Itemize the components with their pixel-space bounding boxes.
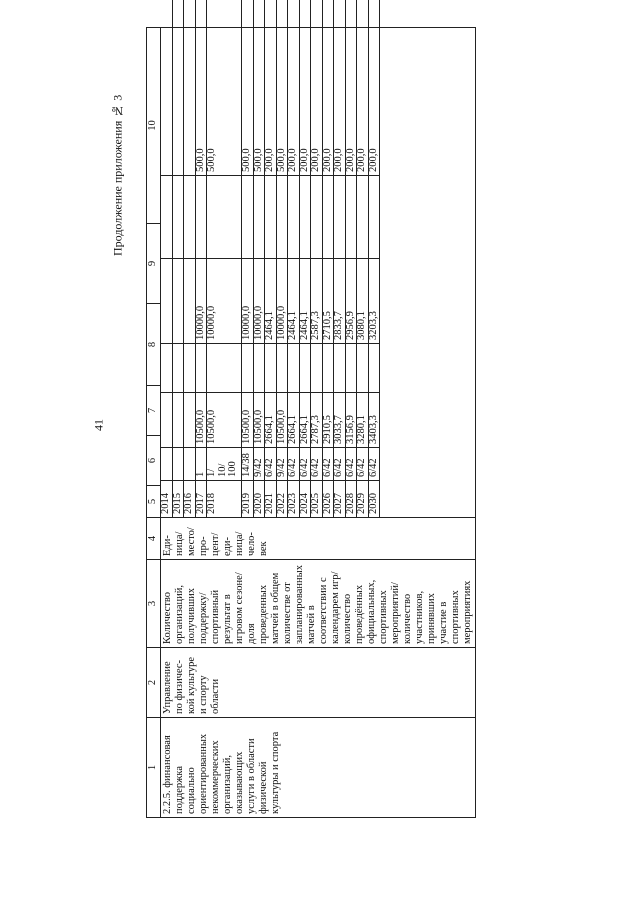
col7-cell <box>288 344 300 393</box>
col6-cell: 10500,0 <box>242 393 254 448</box>
col5-cell <box>172 448 184 481</box>
column-header: 1 <box>147 718 161 818</box>
col9-cell <box>265 176 277 259</box>
executor-cell <box>161 648 476 718</box>
header-row <box>147 28 161 818</box>
col8-cell: 3080,1 <box>357 259 369 344</box>
col9-cell <box>195 176 207 259</box>
year-row <box>311 0 323 517</box>
col10-cell <box>172 0 184 176</box>
col9-cell <box>276 176 288 259</box>
column-header: 4 <box>147 518 161 560</box>
col10-cell: 200,0 <box>345 0 357 176</box>
column-header: 3 <box>147 560 161 648</box>
col5-cell: 6/42 <box>299 448 311 481</box>
col8-cell: 2464,1 <box>299 259 311 344</box>
col7-cell <box>345 344 357 393</box>
year-cell: 2025 <box>311 481 323 518</box>
col5-cell: 9/42 <box>253 448 265 481</box>
col10-cell: 200,0 <box>265 0 277 176</box>
unit-cell <box>161 518 476 560</box>
col8-cell: 2464,1 <box>265 259 277 344</box>
column-header: 2 <box>147 648 161 718</box>
col7-cell <box>195 344 207 393</box>
year-row <box>265 0 277 517</box>
col5-cell: 6/42 <box>345 448 357 481</box>
program-table <box>146 27 476 818</box>
year-row <box>161 0 172 517</box>
rotated-table-sheet <box>146 28 473 818</box>
col9-cell <box>288 176 300 259</box>
col7-cell <box>184 344 196 393</box>
col8-cell: 10000,0 <box>207 259 242 344</box>
col9-cell <box>357 176 369 259</box>
col6-cell: 2664,1 <box>265 393 277 448</box>
col9-cell <box>184 176 196 259</box>
col7-cell <box>161 344 172 393</box>
yearly-values-table <box>161 0 380 517</box>
col6-cell <box>172 393 184 448</box>
unit: Еди-ница/ место/ про-цент/ еди-ница/ чело-век <box>162 527 269 556</box>
task-name: 2.2.5. финансовая поддержка социально ориентированных некоммерческих организаций, оказывающих услуги в области физической культуры и спорта <box>162 731 281 814</box>
column-header: 9 <box>147 224 161 304</box>
col6-cell <box>184 393 196 448</box>
col8-cell: 2710,5 <box>322 259 334 344</box>
col6-cell: 2787,3 <box>311 393 323 448</box>
col10-cell: 500,0 <box>276 0 288 176</box>
year-row <box>357 0 369 517</box>
col9-cell <box>345 176 357 259</box>
indicators-cell <box>161 560 476 648</box>
col8-cell: 2833,7 <box>334 259 346 344</box>
col8-cell: 10000,0 <box>253 259 265 344</box>
year-row <box>195 0 207 517</box>
col9-cell <box>299 176 311 259</box>
year-row <box>242 0 254 517</box>
col8-cell: 10000,0 <box>276 259 288 344</box>
year-cell: 2018 <box>207 481 242 518</box>
col7-cell <box>334 344 346 393</box>
col9-cell <box>207 176 242 259</box>
col10-cell: 200,0 <box>311 0 323 176</box>
col10-cell: 500,0 <box>195 0 207 176</box>
col8-cell: 2956,9 <box>345 259 357 344</box>
year-row <box>184 0 196 517</box>
column-header: 6 <box>147 436 161 486</box>
col5-cell: 6/42 <box>311 448 323 481</box>
year-row <box>207 0 242 517</box>
col6-cell <box>161 393 172 448</box>
col5-cell: 1/ 10/ 100 <box>207 448 242 481</box>
col7-cell <box>265 344 277 393</box>
column-header: 10 <box>147 28 161 224</box>
col8-cell: 2587,3 <box>311 259 323 344</box>
year-cell: 2016 <box>184 481 196 518</box>
col8-cell <box>184 259 196 344</box>
year-row <box>368 0 380 517</box>
col5-cell: 6/42 <box>368 448 380 481</box>
column-header: 8 <box>147 304 161 386</box>
col9-cell <box>242 176 254 259</box>
col7-cell <box>357 344 369 393</box>
col10-cell: 200,0 <box>368 0 380 176</box>
year-row <box>276 0 288 517</box>
col8-cell <box>161 259 172 344</box>
year-cell: 2017 <box>195 481 207 518</box>
col10-cell: 200,0 <box>357 0 369 176</box>
col5-cell: 14/38 <box>242 448 254 481</box>
year-row <box>334 0 346 517</box>
year-cell: 2014 <box>161 481 172 518</box>
col7-cell <box>311 344 323 393</box>
col8-cell: 3203,3 <box>368 259 380 344</box>
year-cell: 2021 <box>265 481 277 518</box>
continuation-title: Продолжение приложения № 3 <box>110 94 125 256</box>
col5-cell <box>184 448 196 481</box>
col7-cell <box>207 344 242 393</box>
year-cell: 2029 <box>357 481 369 518</box>
indicators: Количество организаций, получивших поддержку/ спортивный результат в игровом сезоне/ доля проведенных матчей в общем количестве от запланированных матчей в соответствии с календарем игр/ количество проведённых официальных, спортивных мероприятий/ количество участников, принявших участие в спортивных мероприятиях <box>162 565 473 644</box>
col8-cell: 2464,1 <box>288 259 300 344</box>
page-number: 41 <box>91 419 106 431</box>
col10-cell: 200,0 <box>322 0 334 176</box>
year-cell: 2019 <box>242 481 254 518</box>
col10-cell: 200,0 <box>288 0 300 176</box>
col6-cell: 10500,0 <box>207 393 242 448</box>
col5-cell: 6/42 <box>265 448 277 481</box>
col5-cell: 6/42 <box>357 448 369 481</box>
col7-cell <box>253 344 265 393</box>
year-row <box>172 0 184 517</box>
year-cell: 2020 <box>253 481 265 518</box>
col5-cell <box>161 448 172 481</box>
col9-cell <box>368 176 380 259</box>
col5-cell: 1 <box>195 448 207 481</box>
col9-cell <box>334 176 346 259</box>
column-header: 7 <box>147 386 161 436</box>
col10-cell: 200,0 <box>299 0 311 176</box>
col9-cell <box>322 176 334 259</box>
year-cell: 2030 <box>368 481 380 518</box>
col5-cell: 6/42 <box>334 448 346 481</box>
col10-cell: 500,0 <box>242 0 254 176</box>
col6-cell: 10500,0 <box>253 393 265 448</box>
year-cell: 2024 <box>299 481 311 518</box>
col5-cell: 6/42 <box>322 448 334 481</box>
year-row <box>322 0 334 517</box>
year-cell: 2027 <box>334 481 346 518</box>
col6-cell: 2664,1 <box>299 393 311 448</box>
year-cell: 2023 <box>288 481 300 518</box>
year-row <box>345 0 357 517</box>
col6-cell: 3280,1 <box>357 393 369 448</box>
col10-cell: 200,0 <box>334 0 346 176</box>
col6-cell: 3403,3 <box>368 393 380 448</box>
col7-cell <box>299 344 311 393</box>
col6-cell: 3033,7 <box>334 393 346 448</box>
col7-cell <box>322 344 334 393</box>
col7-cell <box>276 344 288 393</box>
col10-cell <box>161 0 172 176</box>
yearly-values-cell <box>161 28 476 518</box>
col6-cell: 10500,0 <box>276 393 288 448</box>
col6-cell: 10500,0 <box>195 393 207 448</box>
col6-cell: 2664,1 <box>288 393 300 448</box>
landscape-content <box>146 28 473 818</box>
col5-cell: 6/42 <box>288 448 300 481</box>
year-cell: 2022 <box>276 481 288 518</box>
col9-cell <box>253 176 265 259</box>
col6-cell: 3156,9 <box>345 393 357 448</box>
table-row <box>161 28 476 818</box>
task-name-cell <box>161 718 476 818</box>
year-cell: 2028 <box>345 481 357 518</box>
col7-cell <box>172 344 184 393</box>
col9-cell <box>161 176 172 259</box>
col9-cell <box>172 176 184 259</box>
year-row <box>288 0 300 517</box>
year-row <box>253 0 265 517</box>
col10-cell: 500,0 <box>207 0 242 176</box>
year-row <box>299 0 311 517</box>
col7-cell <box>368 344 380 393</box>
col8-cell: 10000,0 <box>195 259 207 344</box>
executor: Управление по физичес-кой культуре и спорту области <box>162 656 221 714</box>
col8-cell: 10000,0 <box>242 259 254 344</box>
col6-cell: 2910,5 <box>322 393 334 448</box>
year-cell: 2026 <box>322 481 334 518</box>
col9-cell <box>311 176 323 259</box>
column-header: 5 <box>147 486 161 518</box>
year-cell: 2015 <box>172 481 184 518</box>
col10-cell <box>184 0 196 176</box>
col7-cell <box>242 344 254 393</box>
col10-cell: 500,0 <box>253 0 265 176</box>
col5-cell: 9/42 <box>276 448 288 481</box>
col8-cell <box>172 259 184 344</box>
